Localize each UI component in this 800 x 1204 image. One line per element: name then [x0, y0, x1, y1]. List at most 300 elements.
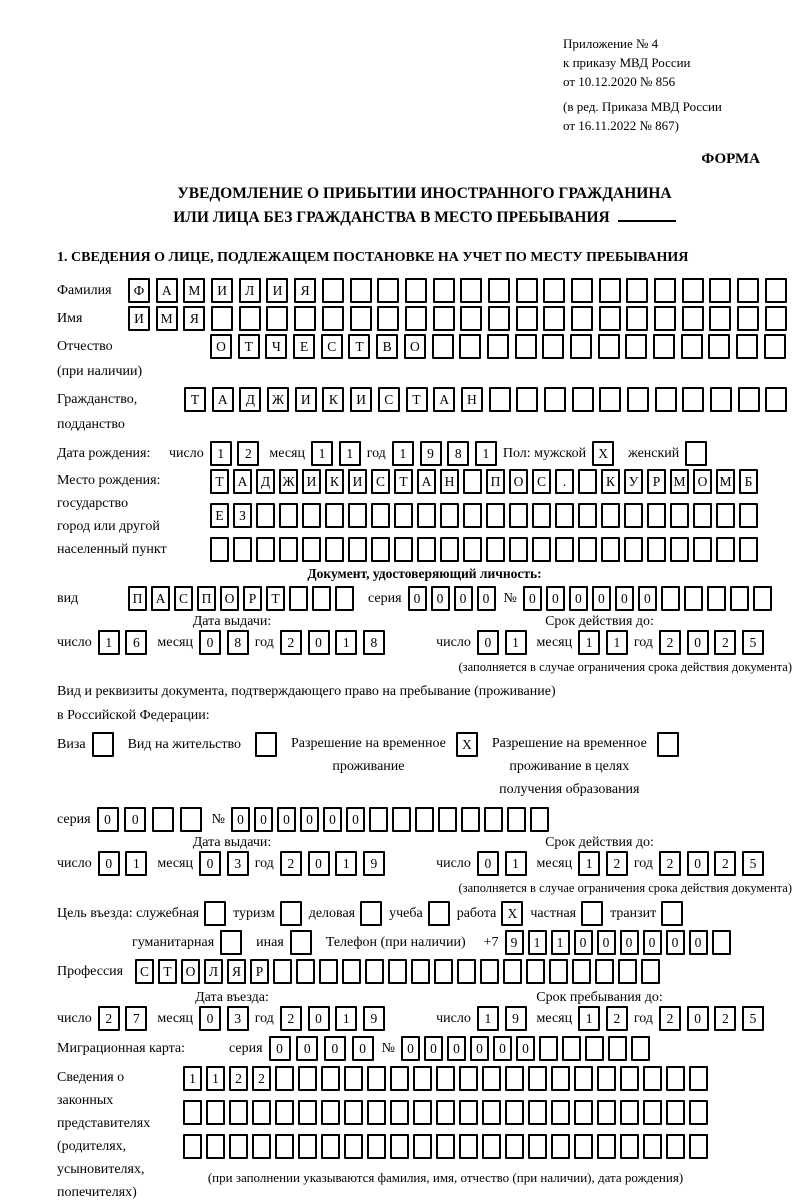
char-cell[interactable]	[641, 959, 660, 984]
char-cell[interactable]	[526, 959, 545, 984]
char-cell[interactable]: 0	[269, 1036, 291, 1061]
char-cell[interactable]	[661, 586, 680, 611]
char-cell[interactable]	[765, 306, 787, 331]
char-cell[interactable]: 1	[335, 1006, 357, 1031]
char-cell[interactable]: 0	[308, 1006, 330, 1031]
char-cell[interactable]: X	[592, 441, 614, 466]
char-cell[interactable]: Я	[183, 306, 205, 331]
char-cell[interactable]: 2	[237, 441, 259, 466]
char-cell[interactable]: А	[151, 586, 170, 611]
char-cell[interactable]: 2	[280, 630, 302, 655]
char-cell[interactable]: 6	[125, 630, 147, 655]
char-cell[interactable]	[684, 586, 703, 611]
char-cell[interactable]	[670, 503, 689, 528]
char-cell[interactable]	[601, 503, 620, 528]
char-cell[interactable]: И	[211, 278, 233, 303]
char-cell[interactable]	[620, 1066, 639, 1091]
char-cell[interactable]	[539, 1036, 558, 1061]
char-cell[interactable]: 9	[505, 930, 524, 955]
char-cell[interactable]	[599, 306, 621, 331]
char-cell[interactable]	[461, 807, 480, 832]
char-cell[interactable]	[597, 1100, 616, 1125]
char-cell[interactable]	[460, 306, 482, 331]
char-cell[interactable]: Л	[204, 959, 223, 984]
char-cell[interactable]	[661, 901, 683, 926]
char-cell[interactable]: 0	[592, 586, 611, 611]
char-cell[interactable]: 0	[493, 1036, 512, 1061]
char-cell[interactable]: И	[128, 306, 150, 331]
char-cell[interactable]	[392, 807, 411, 832]
char-cell[interactable]	[325, 537, 344, 562]
char-cell[interactable]	[528, 1100, 547, 1125]
char-cell[interactable]	[624, 503, 643, 528]
char-cell[interactable]: И	[348, 469, 367, 494]
char-cell[interactable]	[371, 503, 390, 528]
char-cell[interactable]	[436, 1066, 455, 1091]
char-cell[interactable]	[302, 537, 321, 562]
char-cell[interactable]	[335, 586, 354, 611]
char-cell[interactable]	[738, 387, 760, 412]
char-cell[interactable]	[298, 1134, 317, 1159]
char-cell[interactable]	[280, 901, 302, 926]
char-cell[interactable]	[428, 901, 450, 926]
char-cell[interactable]: 1	[551, 930, 570, 955]
char-cell[interactable]	[597, 1134, 616, 1159]
char-cell[interactable]: 0	[470, 1036, 489, 1061]
char-cell[interactable]: 0	[687, 851, 709, 876]
char-cell[interactable]: 2	[98, 1006, 120, 1031]
char-cell[interactable]	[736, 334, 758, 359]
char-cell[interactable]	[551, 1100, 570, 1125]
char-cell[interactable]: Н	[461, 387, 483, 412]
char-cell[interactable]: И	[302, 469, 321, 494]
char-cell[interactable]	[459, 1100, 478, 1125]
char-cell[interactable]	[350, 306, 372, 331]
char-cell[interactable]	[737, 306, 759, 331]
char-cell[interactable]	[543, 278, 565, 303]
char-cell[interactable]	[417, 503, 436, 528]
char-cell[interactable]	[685, 441, 707, 466]
char-cell[interactable]	[457, 959, 476, 984]
char-cell[interactable]	[256, 537, 275, 562]
char-cell[interactable]: Ч	[265, 334, 287, 359]
char-cell[interactable]: Д	[256, 469, 275, 494]
char-cell[interactable]	[509, 503, 528, 528]
char-cell[interactable]	[682, 278, 704, 303]
char-cell[interactable]: П	[128, 586, 147, 611]
char-cell[interactable]: 2	[280, 1006, 302, 1031]
char-cell[interactable]: У	[624, 469, 643, 494]
char-cell[interactable]: 0	[324, 1036, 346, 1061]
char-cell[interactable]: Д	[239, 387, 261, 412]
char-cell[interactable]: 2	[229, 1066, 248, 1091]
char-cell[interactable]	[204, 901, 226, 926]
char-cell[interactable]	[598, 334, 620, 359]
char-cell[interactable]: Р	[250, 959, 269, 984]
char-cell[interactable]: Т	[266, 586, 285, 611]
char-cell[interactable]	[551, 1066, 570, 1091]
char-cell[interactable]	[764, 334, 786, 359]
char-cell[interactable]: К	[325, 469, 344, 494]
char-cell[interactable]	[413, 1066, 432, 1091]
char-cell[interactable]	[528, 1134, 547, 1159]
char-cell[interactable]	[709, 306, 731, 331]
char-cell[interactable]: Ж	[279, 469, 298, 494]
char-cell[interactable]	[290, 930, 312, 955]
char-cell[interactable]: X	[501, 901, 523, 926]
char-cell[interactable]: 0	[352, 1036, 374, 1061]
char-cell[interactable]	[413, 1134, 432, 1159]
char-cell[interactable]	[571, 306, 593, 331]
char-cell[interactable]	[390, 1134, 409, 1159]
char-cell[interactable]: 1	[392, 441, 414, 466]
char-cell[interactable]	[321, 1100, 340, 1125]
char-cell[interactable]	[211, 306, 233, 331]
char-cell[interactable]	[417, 537, 436, 562]
char-cell[interactable]	[653, 334, 675, 359]
char-cell[interactable]: М	[670, 469, 689, 494]
char-cell[interactable]	[152, 807, 174, 832]
char-cell[interactable]	[516, 306, 538, 331]
char-cell[interactable]: 2	[606, 1006, 628, 1031]
char-cell[interactable]: П	[486, 469, 505, 494]
char-cell[interactable]: О	[181, 959, 200, 984]
char-cell[interactable]: 8	[363, 630, 385, 655]
char-cell[interactable]	[312, 586, 331, 611]
char-cell[interactable]	[654, 306, 676, 331]
char-cell[interactable]	[542, 334, 564, 359]
char-cell[interactable]: 0	[574, 930, 593, 955]
char-cell[interactable]	[377, 278, 399, 303]
char-cell[interactable]	[515, 334, 537, 359]
char-cell[interactable]	[438, 807, 457, 832]
char-cell[interactable]: 1	[475, 441, 497, 466]
char-cell[interactable]: А	[212, 387, 234, 412]
char-cell[interactable]	[670, 537, 689, 562]
char-cell[interactable]	[532, 503, 551, 528]
char-cell[interactable]	[342, 959, 361, 984]
char-cell[interactable]	[643, 1134, 662, 1159]
char-cell[interactable]	[463, 537, 482, 562]
char-cell[interactable]	[765, 278, 787, 303]
char-cell[interactable]	[666, 1134, 685, 1159]
char-cell[interactable]	[239, 306, 261, 331]
char-cell[interactable]	[348, 537, 367, 562]
char-cell[interactable]: 0	[447, 1036, 466, 1061]
char-cell[interactable]	[302, 503, 321, 528]
char-cell[interactable]	[488, 306, 510, 331]
char-cell[interactable]: 0	[323, 807, 342, 832]
char-cell[interactable]	[595, 959, 614, 984]
char-cell[interactable]	[599, 387, 621, 412]
char-cell[interactable]: С	[174, 586, 193, 611]
char-cell[interactable]: М	[156, 306, 178, 331]
char-cell[interactable]: 0	[689, 930, 708, 955]
char-cell[interactable]: 5	[742, 1006, 764, 1031]
char-cell[interactable]: О	[220, 586, 239, 611]
char-cell[interactable]	[298, 1100, 317, 1125]
char-cell[interactable]	[180, 807, 202, 832]
char-cell[interactable]	[626, 306, 648, 331]
char-cell[interactable]: С	[135, 959, 154, 984]
char-cell[interactable]: 0	[199, 851, 221, 876]
char-cell[interactable]	[516, 278, 538, 303]
char-cell[interactable]	[551, 1134, 570, 1159]
char-cell[interactable]: 1	[578, 630, 600, 655]
char-cell[interactable]: Т	[406, 387, 428, 412]
char-cell[interactable]	[530, 807, 549, 832]
char-cell[interactable]: Р	[243, 586, 262, 611]
char-cell[interactable]	[390, 1066, 409, 1091]
char-cell[interactable]	[716, 503, 735, 528]
char-cell[interactable]	[555, 503, 574, 528]
char-cell[interactable]	[296, 959, 315, 984]
char-cell[interactable]	[693, 503, 712, 528]
char-cell[interactable]: 2	[252, 1066, 271, 1091]
char-cell[interactable]	[294, 306, 316, 331]
char-cell[interactable]	[388, 959, 407, 984]
char-cell[interactable]: 2	[659, 851, 681, 876]
char-cell[interactable]	[543, 306, 565, 331]
char-cell[interactable]: К	[322, 387, 344, 412]
char-cell[interactable]: 2	[714, 1006, 736, 1031]
char-cell[interactable]	[657, 732, 679, 757]
char-cell[interactable]	[544, 387, 566, 412]
char-cell[interactable]: Т	[394, 469, 413, 494]
char-cell[interactable]: С	[321, 334, 343, 359]
char-cell[interactable]: 0	[523, 586, 542, 611]
char-cell[interactable]: 0	[300, 807, 319, 832]
char-cell[interactable]: 0	[569, 586, 588, 611]
char-cell[interactable]: 1	[505, 630, 527, 655]
char-cell[interactable]: М	[183, 278, 205, 303]
char-cell[interactable]	[507, 807, 526, 832]
char-cell[interactable]: 0	[620, 930, 639, 955]
char-cell[interactable]: О	[509, 469, 528, 494]
char-cell[interactable]: 1	[125, 851, 147, 876]
char-cell[interactable]: 0	[346, 807, 365, 832]
char-cell[interactable]: Р	[647, 469, 666, 494]
char-cell[interactable]: 8	[227, 630, 249, 655]
char-cell[interactable]	[321, 1134, 340, 1159]
char-cell[interactable]: 0	[431, 586, 450, 611]
char-cell[interactable]	[344, 1134, 363, 1159]
char-cell[interactable]	[459, 334, 481, 359]
char-cell[interactable]: В	[376, 334, 398, 359]
char-cell[interactable]	[436, 1134, 455, 1159]
char-cell[interactable]: 1	[505, 851, 527, 876]
char-cell[interactable]: А	[433, 387, 455, 412]
char-cell[interactable]: П	[197, 586, 216, 611]
char-cell[interactable]	[572, 959, 591, 984]
char-cell[interactable]: О	[404, 334, 426, 359]
char-cell[interactable]: 0	[597, 930, 616, 955]
char-cell[interactable]: 1	[606, 630, 628, 655]
char-cell[interactable]: Т	[238, 334, 260, 359]
char-cell[interactable]: Е	[210, 503, 229, 528]
char-cell[interactable]	[681, 334, 703, 359]
char-cell[interactable]	[555, 537, 574, 562]
char-cell[interactable]: 2	[659, 1006, 681, 1031]
char-cell[interactable]: 0	[615, 586, 634, 611]
char-cell[interactable]: 0	[124, 807, 146, 832]
char-cell[interactable]: 1	[528, 930, 547, 955]
char-cell[interactable]: 0	[254, 807, 273, 832]
char-cell[interactable]	[482, 1100, 501, 1125]
char-cell[interactable]	[322, 306, 344, 331]
char-cell[interactable]	[229, 1134, 248, 1159]
char-cell[interactable]	[620, 1100, 639, 1125]
char-cell[interactable]: 2	[714, 851, 736, 876]
char-cell[interactable]	[289, 586, 308, 611]
char-cell[interactable]: 0	[308, 630, 330, 655]
char-cell[interactable]	[390, 1100, 409, 1125]
char-cell[interactable]	[405, 306, 427, 331]
char-cell[interactable]: Ф	[128, 278, 150, 303]
char-cell[interactable]	[463, 469, 482, 494]
char-cell[interactable]	[709, 278, 731, 303]
char-cell[interactable]	[344, 1100, 363, 1125]
char-cell[interactable]: 9	[420, 441, 442, 466]
char-cell[interactable]	[578, 537, 597, 562]
char-cell[interactable]: 0	[687, 1006, 709, 1031]
char-cell[interactable]	[256, 503, 275, 528]
char-cell[interactable]	[486, 537, 505, 562]
char-cell[interactable]	[647, 503, 666, 528]
char-cell[interactable]	[252, 1100, 271, 1125]
char-cell[interactable]: С	[532, 469, 551, 494]
char-cell[interactable]: Л	[239, 278, 261, 303]
char-cell[interactable]: 0	[296, 1036, 318, 1061]
char-cell[interactable]: О	[210, 334, 232, 359]
char-cell[interactable]: К	[601, 469, 620, 494]
char-cell[interactable]	[574, 1100, 593, 1125]
char-cell[interactable]	[434, 959, 453, 984]
char-cell[interactable]	[689, 1066, 708, 1091]
char-cell[interactable]	[574, 1134, 593, 1159]
char-cell[interactable]	[371, 537, 390, 562]
char-cell[interactable]	[737, 278, 759, 303]
char-cell[interactable]	[436, 1100, 455, 1125]
char-cell[interactable]	[279, 503, 298, 528]
char-cell[interactable]	[206, 1100, 225, 1125]
char-cell[interactable]	[325, 503, 344, 528]
char-cell[interactable]: 0	[401, 1036, 420, 1061]
char-cell[interactable]	[666, 1066, 685, 1091]
char-cell[interactable]	[319, 959, 338, 984]
char-cell[interactable]: А	[417, 469, 436, 494]
char-cell[interactable]	[655, 387, 677, 412]
char-cell[interactable]: 1	[335, 851, 357, 876]
char-cell[interactable]: С	[378, 387, 400, 412]
char-cell[interactable]	[488, 278, 510, 303]
char-cell[interactable]	[618, 959, 637, 984]
char-cell[interactable]	[377, 306, 399, 331]
char-cell[interactable]: 9	[363, 851, 385, 876]
char-cell[interactable]	[608, 1036, 627, 1061]
char-cell[interactable]	[210, 537, 229, 562]
char-cell[interactable]	[739, 537, 758, 562]
char-cell[interactable]: 0	[277, 807, 296, 832]
char-cell[interactable]: 1	[578, 851, 600, 876]
char-cell[interactable]	[765, 387, 787, 412]
char-cell[interactable]: И	[266, 278, 288, 303]
char-cell[interactable]: Т	[158, 959, 177, 984]
char-cell[interactable]	[440, 503, 459, 528]
char-cell[interactable]	[601, 537, 620, 562]
char-cell[interactable]: Я	[294, 278, 316, 303]
char-cell[interactable]	[480, 959, 499, 984]
char-cell[interactable]	[415, 807, 434, 832]
char-cell[interactable]	[643, 1066, 662, 1091]
char-cell[interactable]: 0	[454, 586, 473, 611]
char-cell[interactable]	[753, 586, 772, 611]
char-cell[interactable]: А	[156, 278, 178, 303]
char-cell[interactable]	[549, 959, 568, 984]
char-cell[interactable]: 1	[339, 441, 361, 466]
char-cell[interactable]	[463, 503, 482, 528]
char-cell[interactable]	[571, 278, 593, 303]
char-cell[interactable]	[505, 1066, 524, 1091]
char-cell[interactable]	[487, 334, 509, 359]
char-cell[interactable]: 1	[311, 441, 333, 466]
char-cell[interactable]: 2	[606, 851, 628, 876]
char-cell[interactable]	[298, 1066, 317, 1091]
char-cell[interactable]	[712, 930, 731, 955]
char-cell[interactable]	[624, 537, 643, 562]
char-cell[interactable]	[716, 537, 735, 562]
char-cell[interactable]	[599, 278, 621, 303]
char-cell[interactable]: 0	[643, 930, 662, 955]
char-cell[interactable]	[279, 537, 298, 562]
char-cell[interactable]: 0	[516, 1036, 535, 1061]
char-cell[interactable]	[666, 1100, 685, 1125]
char-cell[interactable]	[360, 901, 382, 926]
char-cell[interactable]: 1	[335, 630, 357, 655]
char-cell[interactable]	[460, 278, 482, 303]
char-cell[interactable]	[574, 1066, 593, 1091]
char-cell[interactable]: 9	[363, 1006, 385, 1031]
char-cell[interactable]: 0	[199, 1006, 221, 1031]
char-cell[interactable]	[344, 1066, 363, 1091]
char-cell[interactable]: 0	[98, 851, 120, 876]
char-cell[interactable]	[440, 537, 459, 562]
char-cell[interactable]	[505, 1134, 524, 1159]
char-cell[interactable]	[708, 334, 730, 359]
char-cell[interactable]: 1	[477, 1006, 499, 1031]
char-cell[interactable]	[233, 537, 252, 562]
char-cell[interactable]	[486, 503, 505, 528]
char-cell[interactable]	[682, 387, 704, 412]
char-cell[interactable]: 8	[447, 441, 469, 466]
char-cell[interactable]: 0	[477, 586, 496, 611]
char-cell[interactable]	[206, 1134, 225, 1159]
char-cell[interactable]	[562, 1036, 581, 1061]
char-cell[interactable]: 1	[578, 1006, 600, 1031]
char-cell[interactable]	[509, 537, 528, 562]
char-cell[interactable]	[321, 1066, 340, 1091]
char-cell[interactable]	[369, 807, 388, 832]
char-cell[interactable]	[643, 1100, 662, 1125]
char-cell[interactable]	[572, 387, 594, 412]
char-cell[interactable]: Б	[739, 469, 758, 494]
char-cell[interactable]: 0	[477, 851, 499, 876]
char-cell[interactable]: С	[371, 469, 390, 494]
char-cell[interactable]	[489, 387, 511, 412]
char-cell[interactable]: Т	[210, 469, 229, 494]
char-cell[interactable]: А	[233, 469, 252, 494]
char-cell[interactable]	[689, 1134, 708, 1159]
